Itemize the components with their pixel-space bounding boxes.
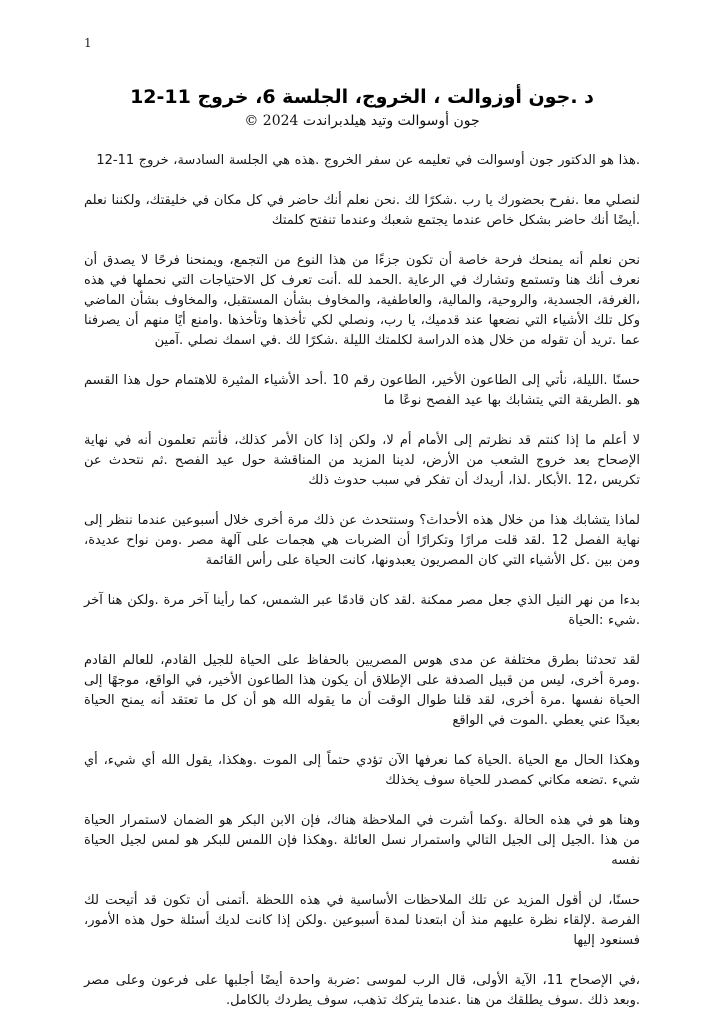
copyright-line: جون أوسوالت وتيد هيلدبراندت 2024 © — [244, 113, 480, 129]
paragraph-passover: لا أعلم ما إذا كنتم قد نظرتم إلى الأمام أم لا، ولكن إذا كان الأمر كذلك، فأنتم تعلمون أنه في نهاية الإصحاح بعد خروج الشعب من الأرض، لدينا المزيد من المناقشة حول عيد الفصح .ثم نتحدث عن تكريس ،12 .الأبكار .لذا، أريدك أن تفكر في سبب حدوث ذلك — [84, 433, 640, 488]
paragraph-exodus-11: ،في الإصحاح 11، الآية الأولى، قال الرب لموسى :ضربة واحدة أيضًا أجلبها على فرعون وعلى مصر .وبعد ذلك .سوف يطلقك من هنا .عندما يتركك تذهب، سوف يطردك بالكامل. — [84, 973, 640, 1008]
paragraph-notes: حسنًا، لن أقول المزيد عن تلك الملاحظات الأساسية في هذه اللحظة .أتمنى أن تكون قد أتيحت لك الفرصة .لإلقاء نظرة عليهم منذ أن ابتعدنا لمدة أسبوعين .ولكن إذا كانت لديك أسئلة حول هذه الأمور، فسنعود إليها — [84, 893, 640, 948]
paragraph-why: لماذا يتشابك هذا من خلال هذه الأحداث؟ وسنتحدث عن ذلك مرة أخرى خلال أسبوعين عندما ننظر إلى نهاية الفصل 12 .لقد قلت مرارًا وتكرارًا أن الضربات هي هجمات على آلهة مصر .ومن نواح عديدة، ومن بين .كل الأشياء التي كان المصريون يعبدونها، كانت الحياة على رأس القائمة — [84, 513, 641, 568]
paragraph-prayer-1: لنصلي معا .نفرح بحضورك يا رب .شكرًا لك .نحن نعلم أنك حاضر في كل مكان في خليقتك، ولكننا نعلم .أيضًا أنك حاضر بشكل خاص عندما يجتمع شعبك وعندما تنفتح كلمتك — [84, 193, 640, 228]
paragraph-plague-10: حسنًا .الليلة، نأتي إلى الطاعون الأخير، الطاعون رقم 10 .أحد الأشياء المثيرة للاهتمام حول هذا القسم هو .الطريقة التي يتشابك بها عيد الفصح نوعًا ما — [84, 373, 640, 408]
paragraph-prayer-2: نحن نعلم أنه يمنحك فرحة خاصة أن تكون جزءًا من هذا النوع من التجمع، ويمنحنا فرحًا لا يصدق أن نعرف أنك هنا وتستمع وتشارك في الرعاية .الحمد لله .أنت تعرف كل الاحتياجات التي نحملها في هذه ،الغرفة، الجسدية، والروحية، والمالية، والعاطفية، والمخاوف بشأن المستقبل، والمخاوف بشأن الماضي وكل تلك الأشياء التي نضعها عند قدميك، يا رب، ونصلي لكي تأخذها وتأخذها .وامنع أيًا منهم أن يصرفنا عما .تريد أن تقوله من خلال هذه الدراسة لكلمتك الليلة .شكرًا لك .في اسمك نصلي .آمين — [84, 253, 640, 348]
document-title: د .جون أوزوالت ، الخروج، الجلسة 6، خروج 11-12 — [130, 86, 594, 108]
document-body — [84, 151, 640, 1011]
page-number: 1 — [84, 36, 92, 50]
paragraph-life: لقد تحدثنا بطرق مختلفة عن مدى هوس المصريين بالحفاظ على الحياة للجيل القادم، للعالم القادم .ومرة أخرى، ليس من قبيل الصدفة على الإطلاق أن يكون هذا الطاعون الأخير، في الواقع، موجهًا إلى الحياة نفسها .مرة أخرى، لقد قلنا طوال الوقت أن ما يقوله الله هو أن كل ما تعتقد أنه يمنح الحياة بعيدًا عني يعطي .الموت في الواقع — [84, 653, 640, 728]
paragraph-death: وهكذا الحال مع الحياة .الحياة كما نعرفها الآن تؤدي حتماً إلى الموت .وهكذا، يقول الله أي شيء، أي شيء .تضعه مكاني كمصدر للحياة سوف يخذلك — [84, 753, 640, 788]
paragraph-intro: .هذا هو الدكتور جون أوسوالت في تعليمه عن سفر الخروج .هذه هي الجلسة السادسة، خروج 11-12 — [96, 153, 640, 168]
paragraph-firstborn: وهنا هو في هذه الحالة .وكما أشرت في الملاحظة هناك، فإن الابن البكر هو الضمان لاستمرار الحياة من هذا .الجيل إلى الجيل التالي واستمرار نسل العائلة .وهكذا فإن اللمس للبكر هو لمس لجيل الحياة نفسه — [84, 813, 640, 868]
paragraph-nile: بدءا من نهر النيل الذي جعل مصر ممكنة .لقد كان قادمًا عبر الشمس، كما رأينا آخر مرة .ولكن هنا آخر .شيء :الحياة — [84, 593, 640, 628]
